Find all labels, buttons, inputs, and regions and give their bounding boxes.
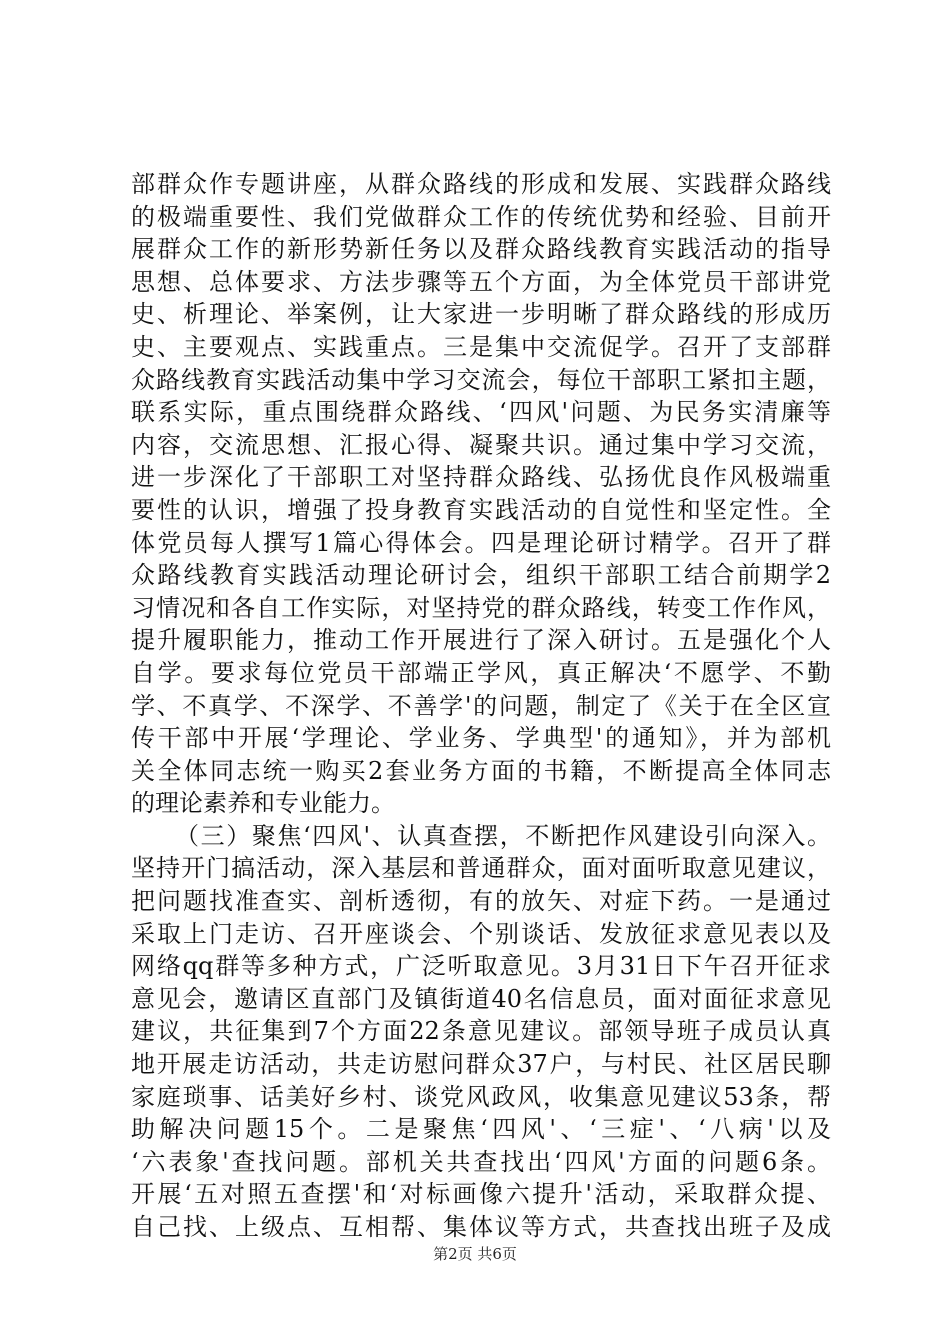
text-line: 地开展走访活动，共走访慰问群众37户，与村民、社区居民聊 xyxy=(131,1050,831,1079)
text-line: 展群众工作的新形势新任务以及群众路线教育实践活动的指导 xyxy=(131,235,831,264)
text-line: 助解决问题15个。二是聚焦‘四风'、‘三症'、‘八病'以及 xyxy=(131,1115,831,1144)
text-line: 体党员每人撰写1篇心得体会。四是理论研讨精学。召开了群 xyxy=(131,528,831,557)
text-line: ‘六表象'查找问题。部机关共查找出‘四风'方面的问题6条。 xyxy=(131,1147,831,1176)
text-line: 联系实际，重点围绕群众路线、‘四风'问题、为民务实清廉等 xyxy=(131,398,831,427)
text-line: 的理论素养和专业能力。 xyxy=(131,789,395,818)
text-line: 自学。要求每位党员干部端正学风，真正解决‘不愿学、不勤 xyxy=(131,658,831,687)
text-line: 众路线教育实践活动理论研讨会，组织干部职工结合前期学2 xyxy=(131,561,831,590)
text-line: 内容，交流思想、汇报心得、凝聚共识。通过集中学习交流， xyxy=(131,430,831,459)
text-line: 提升履职能力，推动工作开展进行了深入研讨。五是强化个人 xyxy=(131,626,831,655)
text-line: 要性的认识，增强了投身教育实践活动的自觉性和坚定性。全 xyxy=(131,495,831,524)
text-line: 的极端重要性、我们党做群众工作的传统优势和经验、目前开 xyxy=(131,202,831,231)
text-line: 意见会，邀请区直部门及镇街道40名信息员，面对面征求意见 xyxy=(131,984,831,1013)
text-line: 习情况和各自工作实际，对坚持党的群众路线，转变工作作风， xyxy=(131,593,831,622)
text-line: 史、析理论、举案例，让大家进一步明晰了群众路线的形成历 xyxy=(131,300,831,329)
text-line: 坚持开门搞活动，深入基层和普通群众，面对面听取意见建议， xyxy=(131,854,831,883)
text-line: 传干部中开展‘学理论、学业务、学典型'的通知》，并为部机 xyxy=(131,724,831,753)
text-line: 网络qq群等多种方式，广泛听取意见。3月31日下午召开征求 xyxy=(131,952,831,981)
text-line: 众路线教育实践活动集中学习交流会，每位干部职工紧扣主题， xyxy=(131,365,831,394)
body-text xyxy=(131,168,831,1244)
text-line: 史、主要观点、实践重点。三是集中交流促学。召开了支部群 xyxy=(131,332,831,361)
page-number-footer: 第2页 共6页 xyxy=(433,1245,517,1263)
text-line: 建议，共征集到7个方面22条意见建议。部领导班子成员认真 xyxy=(131,1017,831,1046)
text-line: 自己找、上级点、互相帮、集体议等方式，共查找出班子及成 xyxy=(131,1213,831,1241)
text-line: 进一步深化了干部职工对坚持群众路线、弘扬优良作风极端重 xyxy=(131,463,831,492)
text-line: 关全体同志统一购买2套业务方面的书籍，不断提高全体同志 xyxy=(131,756,831,785)
text-line: 部群众作专题讲座，从群众路线的形成和发展、实践群众路线 xyxy=(131,170,831,198)
text-line: 把问题找准查实、剖析透彻，有的放矢、对症下药。一是通过 xyxy=(131,887,831,916)
section-heading-line: （三）聚焦‘四风'、认真查摆，不断把作风建设引向深入。 xyxy=(175,821,831,850)
text-line: 采取上门走访、召开座谈会、个别谈话、发放征求意见表以及 xyxy=(131,919,831,948)
text-line: 家庭琐事、话美好乡村、谈党风政风，收集意见建议53条，帮 xyxy=(131,1082,831,1111)
text-line: 学、不真学、不深学、不善学'的问题，制定了《关于在全区宣 xyxy=(131,691,831,720)
text-line: 开展‘五对照五查摆'和‘对标画像六提升'活动，采取群众提、 xyxy=(131,1180,831,1209)
text-line: 思想、总体要求、方法步骤等五个方面，为全体党员干部讲党 xyxy=(131,267,831,296)
